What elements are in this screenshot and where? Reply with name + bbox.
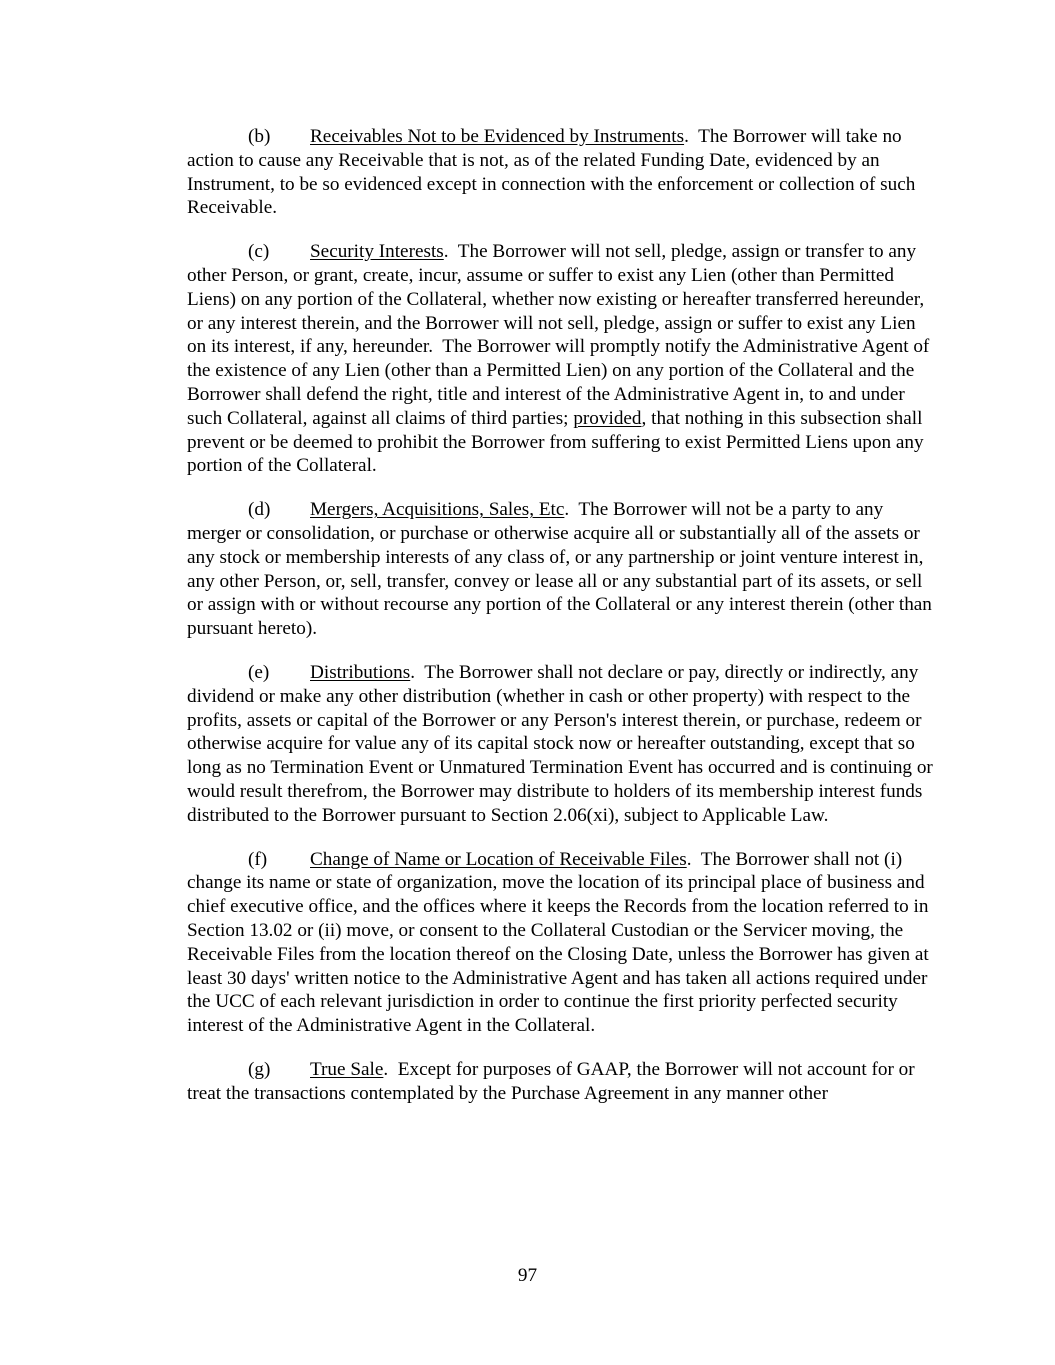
paragraph-g	[187, 1058, 933, 1106]
paragraph-e	[187, 661, 938, 828]
paragraph-label: (b)	[248, 126, 271, 147]
paragraph-label: (g)	[248, 1058, 271, 1080]
paragraph-f	[187, 848, 933, 1038]
paragraph-label: (c)	[248, 241, 270, 263]
paragraph-text-tail: , that nothing in this subsection shall prevent or be deemed to prohibit the Borrower from suffering to exist Permitted Liens upon any portion of the Collateral.	[187, 407, 924, 477]
heading-period: .	[564, 499, 570, 521]
paragraph-text: Except for purposes of GAAP, the Borrower will not account for or treat the transactions contemplated by the Purchase Agreement in any manner other	[187, 1058, 920, 1104]
emphasis-term: provided	[573, 407, 642, 429]
heading-period: .	[684, 126, 689, 147]
paragraph-heading: Mergers, Acquisitions, Sales, Etc	[310, 499, 565, 521]
page-number: 97	[517, 1265, 538, 1286]
paragraph-heading: Security Interests	[310, 241, 444, 263]
paragraph-c	[187, 240, 933, 478]
heading-period: .	[383, 1058, 389, 1080]
paragraph-heading: Receivables Not to be Evidenced by Instruments	[310, 126, 685, 147]
paragraph-text: The Borrower will not sell, pledge, assign or transfer to any other Person, or grant, create, incur, assume or suffer to exist any Lien (other than Permitted Liens) on any portion of the Collateral, whether now existing or hereafter transferred hereunder, or any interest therein, and the Borrower will not sell, pledge, assign or suffer to exist any Lien on its interest, if any, hereunder. The Borrower will promptly notify the Administrative Agent of the existence of any Lien (other than a Permitted Lien) on any portion of the Collateral and the Borrower shall defend the right, title and interest of the Administrative Agent in, to and under such Collateral, against all claims of third parties;	[187, 241, 935, 429]
document-body	[187, 125, 938, 1125]
paragraph-b	[187, 125, 933, 220]
paragraph-label: (f)	[248, 848, 268, 870]
paragraph-text: The Borrower shall not (i) change its name or state of organization, move the location of its principal place of business and chief executive office, and the offices where it keeps the Records from the location referred to in Section 13.02 or (ii) move, or consent to the Collateral Custodian or the Servicer moving, the Receivable Files from the location thereof on the Closing Date, unless the Borrower has given at least 30 days' written notice to the Administrative Agent and has taken all actions required under the UCC of each relevant jurisdiction in order to continue the first priority perfected security interest of the Administrative Agent in the Collateral.	[187, 848, 934, 1037]
paragraph-text: The Borrower will take no action to cause any Receivable that is not, as of the related Funding Date, evidenced by an Instrument, to be so evidenced except in connection with the enforcement or collection of such Receivable.	[187, 126, 921, 219]
heading-period: .	[686, 848, 692, 870]
paragraph-label: (d)	[248, 499, 271, 521]
paragraph-label: (e)	[248, 661, 270, 683]
paragraph-heading: Change of Name or Location of Receivable Files	[310, 848, 687, 870]
paragraph-heading: Distributions	[310, 661, 411, 683]
paragraph-heading: True Sale	[310, 1058, 384, 1080]
heading-period: .	[443, 241, 449, 263]
paragraph-text: The Borrower shall not declare or pay, directly or indirectly, any dividend or make any other distribution (whether in cash or other property) with respect to the profits, assets or capital of the Borrower or any Person's interest therein, or purchase, redeem or otherwise acquire for value any of its capital stock now or hereafter outstanding, except that so long as no Termination Event or Unmatured Termination Event has occurred and is continuing or would result therefrom, the Borrower may distribute to holders of its membership interest funds distributed to the Borrower pursuant to Section 2.06(xi), subject to Applicable Law.	[187, 661, 938, 826]
heading-period: .	[410, 661, 416, 683]
paragraph-text: The Borrower will not be a party to any merger or consolidation, or purchase or otherwise acquire all or substantially all of the assets or any stock or membership interests of any class of, or any partnership or joint venture interest in, any other Person, or, sell, transfer, convey or lease all or any substantial part of its assets, or sell or assign with or without recourse any portion of the Collateral or any interest therein (other than pursuant hereto).	[187, 499, 937, 640]
paragraph-d	[187, 498, 937, 641]
